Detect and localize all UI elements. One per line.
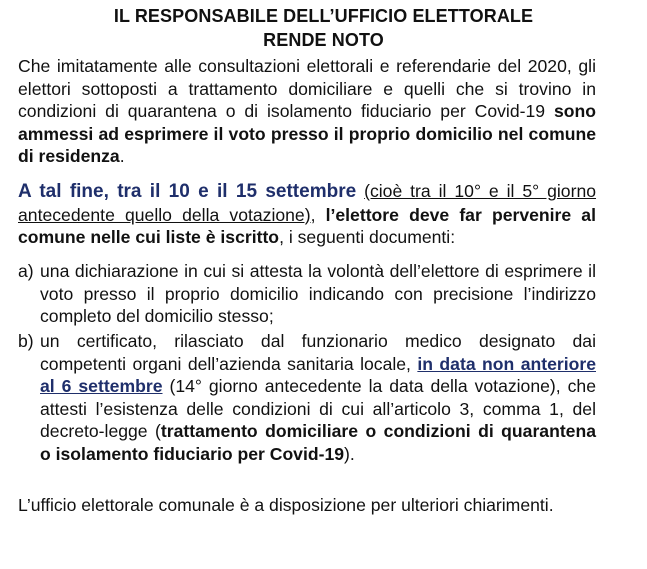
list-b-end: ). [344, 443, 355, 464]
closing-paragraph: L’ufficio elettorale comunale è a disposizione per ulteriori chiarimenti. [18, 495, 554, 515]
deadline-underlined: (cioè tra il 10° e il 5° giorno antecedente quello della votazione) [18, 181, 597, 225]
list-b-date: in data non anteriore al 6 settembre [40, 353, 596, 397]
list-b-text1: un certificato, rilasciato dal funzionario medico designato dai competenti organi dell’azienda sanitaria locale, [40, 331, 596, 374]
deadline-paragraph [18, 180, 596, 249]
deadline-bold: l’elettore deve far pervenire al comune nelle cui liste è iscritto [18, 204, 596, 248]
list-b-text2: (14° giorno antecedente la data della votazione), che attesti l’esistenza delle condizioni di cui all’articolo 3, comma 1, del decreto-legge ( [40, 376, 596, 442]
list-item-a [18, 260, 596, 328]
list-text-b [40, 330, 596, 466]
notice-subtitle: RENDE NOTO [263, 30, 384, 50]
intro-end: . [119, 146, 125, 167]
list-b-bold: trattamento domiciliare o condizioni di quarantena o isolamento fiduciario per Covid-19 [40, 421, 596, 464]
list-text-a: una dichiarazione in cui si attesta la volontà dell’elettore di esprimere il voto presso il proprio domicilio indicando con precisione l’indirizzo completo del domicilio stesso; [40, 261, 596, 327]
intro-bold-text: sono ammessi ad esprimere il voto presso il proprio domicilio nel comune di residenza [18, 101, 596, 167]
list-marker-b: b) [18, 331, 34, 351]
list-marker-a: a) [18, 261, 34, 281]
list-item-b [18, 330, 596, 466]
deadline-rest: , i seguenti documenti: [279, 227, 456, 248]
deadline-comma: , [310, 204, 326, 225]
deadline-space [356, 181, 364, 201]
intro-paragraph [18, 55, 596, 168]
deadline-lead: A tal fine, tra il 10 e il 15 settembre [18, 181, 357, 202]
notice-title: IL RESPONSABILE DELL’UFFICIO ELETTORALE [113, 6, 534, 26]
intro-text: Che imitatamente alle consultazioni elettorali e referendarie del 2020, gli elettori sottoposti a trattamento domiciliare e quelli che si trovino in condizioni di quarantena o di isolamento fiduciario per Covid-19 [18, 56, 596, 122]
